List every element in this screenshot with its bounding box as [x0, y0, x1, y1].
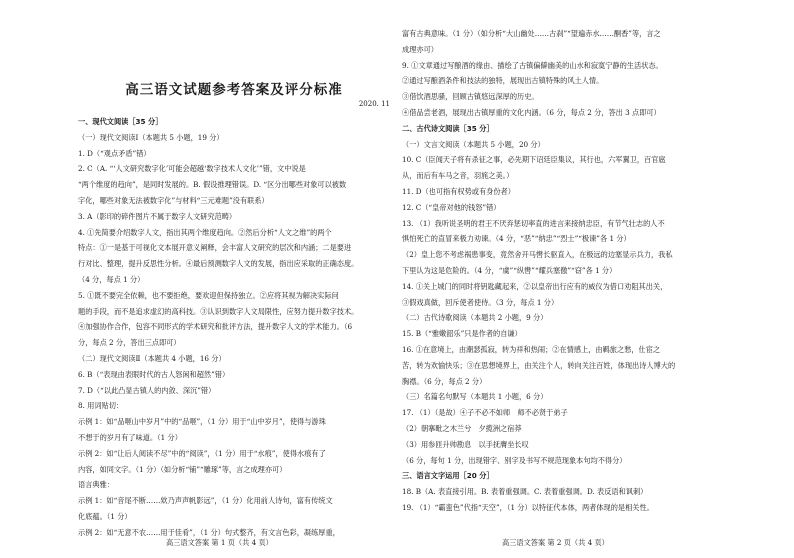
answer-line: 行对比、整理，提升反思性分析。④最后预测数字人文的发展，指出应采取的正确态度。 [78, 259, 359, 269]
answer-line: （二）古代诗歌阅读（本题共 2 小题，9 分） [402, 313, 548, 323]
section-heading: 一、现代文阅读［35 分］ [78, 117, 163, 126]
answer-line: （2）朝搴毗之木兰兮 夕揽洲之宿莽 [402, 423, 522, 433]
page-footer-2: 高三语文答案 第 2 页（共 4 页） [502, 538, 609, 547]
answer-line: ②通过写酿酒条件和技法的独特，展现出古镇特殊的风土人情。 [402, 76, 604, 86]
answer-line: 15. B（“雅嫩韶乐”只是作者的自谦） [402, 329, 522, 339]
answer-line: 特点：①一是基于可视化文本展开意义阐释，会丰富人文研究的层次和内涵；二是要进 [78, 243, 352, 253]
answer-line: 示例 1：如“品咂山中岁月”中的“品咂”，（1 分）用于“山中岁月”，使得与游珠 [78, 417, 326, 427]
answer-line: 11. D（也可指有权势或有身份者） [402, 186, 515, 196]
answer-line: 3. A（影印的碎件图片不属于数字人文研究范畴） [78, 211, 237, 221]
answer-line: 13. （1）我听说圣明的君王不厌弃惩切率直的进言来接纳忠臣，有节气壮志的人不 [402, 218, 665, 228]
answer-line: ④借品尝老酒，展现出古镇厚重的文化内涵。（6 分，每点 2 分，答出 3 点即可） [402, 107, 661, 117]
answer-line: 17. （1）（是故）④子不必不如师 师不必贤于弟子 [402, 408, 568, 418]
answer-line: （6 分，每句 1 分，出现错字、别字及书写不规范现象本句均不得分） [402, 455, 627, 465]
answer-line: 示例 1：如“音尾不断……欸乃声声帆影远”，（1 分）化用前人诗句，富有传统文 [78, 496, 333, 506]
answer-line: 字化，哪些对象无法被数字化”与材料“三元难题”没有联系） [78, 195, 269, 205]
answer-line: 化底蕴。（1 分） [78, 511, 132, 521]
page-title: 高三语文试题参考答案及评分标准 [125, 82, 343, 98]
answer-line: （3）用参匝升帅勘息 以手抚膺坐长叹 [402, 439, 529, 449]
answer-line: 下里认为这是危险的。（4 分，“虞”“纵辔”“耀兵塞徼”“窃”各 1 分） [402, 265, 617, 275]
answer-line: ③假戏真做，回斥使者使侍。（3 分，每点 1 分） [402, 297, 559, 307]
answer-line: （2）皇上您不考虑祸患事变，竟然舍开马辔长驱直入，在极远的边塞显示兵力，我私 [402, 250, 673, 260]
answer-line: 内容，如同文字。（1 分）（如分析“铺”“雕琢”等，言之成理亦可） [78, 464, 287, 474]
right-answer-text [402, 26, 718, 516]
right-column [402, 0, 718, 558]
answer-line: （二）现代文阅读Ⅱ（本题共 4 小题，16 分） [78, 353, 226, 363]
answer-line: 富有古典意味。（1 分）（如分析“大山幽处……古刹”“望遍赤水……酮香”等，言之 [402, 29, 661, 38]
answer-line: 示例 2：如“无意不农……用于佳肴”，（1 分）句式整齐，有文言色彩，凝练厚重， [78, 527, 340, 537]
answer-line: 成理亦可） [402, 44, 438, 54]
answer-line: ④加强协作合作，包容不同形式的学术研究和批评方法，提升数字人文的学术能力。（6 [78, 322, 353, 332]
answer-line: 5. ①既不要完全依赖，也不要拒绝，要欢迎但保持独立。②应将其视为解决实际问 [78, 290, 339, 300]
answer-line: 10. C（臣闻天子将有杀征之事，必先期下诏廷臣集议，其行也，六军翼卫，百官扈 [402, 155, 666, 165]
answer-line: 16. ①在意境上，由潮瑟孤寂，转为祥和热闹；②在情感上，由羁旅之愁，仕宦之 [402, 344, 661, 354]
answer-line: 惧怕死亡的直冒来极力劝谏。（4 分，“恶”“纳忠”“烈士”“极谏”各 1 分） [402, 234, 631, 244]
answer-line: 题的手段，而不是追求虚幻的高科技。③认识到数字人文局限性，应努力提升数字技术。 [78, 306, 359, 316]
page-footer-1: 高三语文答案 第 1 页（共 4 页） [166, 538, 273, 547]
answer-line: （一）现代文阅读Ⅰ（本题共 5 小题，19 分） [78, 132, 224, 142]
answer-line: 18. B（A. 表直接引用。B. 表着重强调。C. 表着重强调。D. 表反语和讽刺） [402, 487, 648, 497]
answer-line: 不想于的岁月有了味道。（1 分） [78, 432, 182, 442]
answer-line: 1. D（“观点矛盾”错） [78, 148, 151, 158]
answer-line: （4 分，每点 1 分） [78, 274, 145, 284]
answer-line: “两个维度的趋向”，是同时发展的。B. 假设推理错误。D. “区分出哪些对象可以被数 [78, 180, 347, 190]
answer-line: 分，每点 2 分，答出三点即可） [78, 338, 181, 348]
answer-line: 7. D（“以此凸显古镇人的内敛、深沉”错） [78, 385, 216, 395]
answer-line: 12. C（“皇帝对他的钱怒”错） [402, 202, 501, 212]
answer-line: （一）文言文阅读（本题共 5 小题，20 分） [402, 139, 545, 149]
answer-line: （三）名篇名句默写（本题共 1 小题，6 分） [402, 392, 548, 402]
answer-line: 6. B（“表现由表眼时代的古人怒闲和超然”错） [78, 369, 230, 379]
answer-line: 9. ①文章通过写酿酒的缘由、描绘了古镇偏僻幽美的山水和寂寞宁静的生活状态。 [402, 60, 663, 70]
left-column [78, 0, 390, 558]
answer-line: ③借饮酒思骚，回顾古镇悠远深厚的历史。 [402, 92, 539, 102]
answer-line: 4. ①先简要介绍数字人文，指出其两个维度趋向。②然后分析“人文之维”的两个 [78, 227, 332, 237]
answer-line: 语言典雅： [78, 480, 114, 490]
answer-line: 2. C（A. “‘人文研究数字化’可能会超越‘数字技术人文化’”错，文中说是 [78, 164, 306, 174]
section-heading: 三、语言文字运用［20 分］ [402, 471, 494, 481]
section-heading: 二、古代诗文阅读［35 分］ [402, 123, 494, 133]
answer-line: 19. （1）“霸蛮色”代指“天空”，（1 分）以特征代本体，两者体现的是相关性。 [402, 502, 654, 512]
answer-line: 胸襟。（6 分，每点 2 分） [402, 376, 487, 386]
left-answer-text [78, 114, 390, 541]
answer-line: 从，而后有车马之音，羽旄之美。） [402, 171, 514, 181]
answer-line: 14. ①关上城门的同时将钥匙藏起来，②以皇帝出行应有的威仪为借口劝阻其出关， [402, 281, 668, 291]
date: 2020. 11 [358, 100, 390, 108]
answer-line: 苦，转为欢愉快乐；③在思想境界上，由关注个人，转向关注百姓，体现出诗人博大的 [402, 360, 676, 370]
answer-line: 8. 用词贴切： [78, 401, 124, 411]
answer-line: 示例 2：如“让后人阅读不尽”中的“阅读”，（1 分）用于“水痕”，使得水痕有了 [78, 448, 326, 458]
